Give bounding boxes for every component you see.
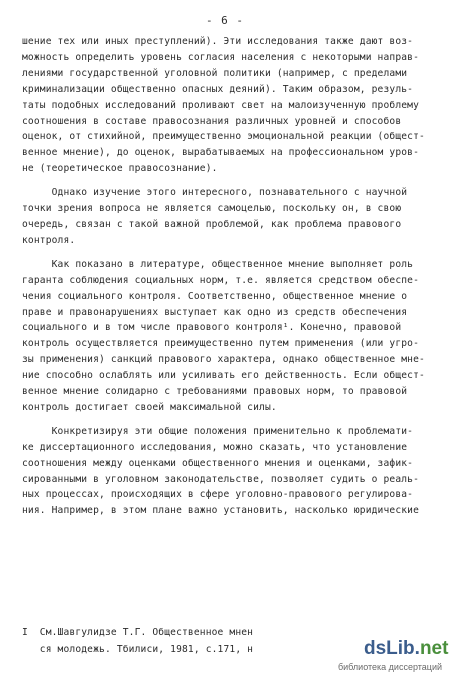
text-line: криминализации общественно опасных деяний). Таким образом, резуль- <box>22 83 414 95</box>
text-line: венное мнение солидарно с требованиями правовых норм, то правовой <box>22 386 408 398</box>
paragraph <box>22 257 438 416</box>
text-line: ния. Например, в этом плане важно установить, насколько юридические <box>22 505 420 517</box>
watermark-logo-main: dsLib <box>364 638 415 659</box>
text-line: оценок, от стихийной, преимущественно эмоциональной реакции (общест- <box>22 131 425 143</box>
text-line: соотношения между оценками общественного мнения и оценками, зафик- <box>22 457 414 469</box>
text-line: сированными в уголовном законодательстве, позволяет судить о реаль- <box>22 473 420 485</box>
text-line: лениями государственной уголовной политики (например, с пределами <box>22 67 408 79</box>
watermark <box>332 638 449 678</box>
text-line: очередь, связан с такой важной проблемой, как проблема правового <box>22 218 402 230</box>
text-line: можность определить уровень согласия населения с некоторыми направ- <box>22 51 420 63</box>
text-line: ние способно ослаблять или усиливать его действенность. Если общест- <box>22 370 425 382</box>
text-line: венное мнение), до оценок, вырабатываемых на профессиональном уров- <box>22 147 420 159</box>
text-line: ных процессах, происходящих в сфере уголовно-правового регулирова- <box>22 489 414 501</box>
text-line: гаранта соблюдения социальных норм, т.е. является средством обеспе- <box>22 274 420 286</box>
paragraph <box>22 424 438 519</box>
text-line: чения социального контроля. Соответственно, общественное мнение о <box>22 290 408 302</box>
page-number: - 6 - <box>205 14 245 27</box>
footnote-line: ся молодежь. Тбилиси, 1981, с.171, н <box>22 644 254 655</box>
text-line: зы применения) санкций правового характера, однако общественное мне- <box>22 354 425 366</box>
text-line: шение тех или иных преступлений). Эти исследования также дают воз- <box>22 36 414 47</box>
footnote-line: I См.Шавгулидзе Т.Г. Общественное мнен <box>22 627 254 638</box>
body-text <box>22 34 438 519</box>
text-line: соотношения в составе правосознания различных уровней и способов <box>22 115 402 127</box>
watermark-subtitle: библиотека диссертаций <box>337 662 442 672</box>
watermark-logo-dot: . <box>414 638 420 659</box>
text-line: не (теоретическое правосознание). <box>22 163 218 175</box>
text-line: социального и в том числе правового контроля¹. Конечно, правовой <box>22 322 402 334</box>
text-line: праве и правонарушениях выступает как одно из средств обеспечения <box>22 306 408 318</box>
footnote <box>22 624 322 658</box>
text-line: Однако изучение этого интересного, познавательного с научной <box>22 187 408 199</box>
text-line: контроль осуществляется преимущественно путем применения (или угро- <box>22 338 420 350</box>
paragraph <box>22 34 438 177</box>
text-line: контроля. <box>22 234 76 246</box>
text-line: таты подобных исследований проливают свет на малоизученную проблему <box>22 99 420 111</box>
paragraph <box>22 185 438 249</box>
text-line: контроль достигает своей максимальной силы. <box>22 401 277 413</box>
text-line: Как показано в литературе, общественное мнение выполняет роль <box>22 258 414 270</box>
text-line: точки зрения вопроса не является самоцелью, поскольку он, в свою <box>22 203 402 215</box>
watermark-logo <box>364 638 448 660</box>
text-line: Конкретизируя эти общие положения применительно к проблемати- <box>22 425 414 437</box>
watermark-logo-tld: net <box>419 638 449 659</box>
text-line: ке диссертационного исследования, можно сказать, что установление <box>22 441 408 453</box>
